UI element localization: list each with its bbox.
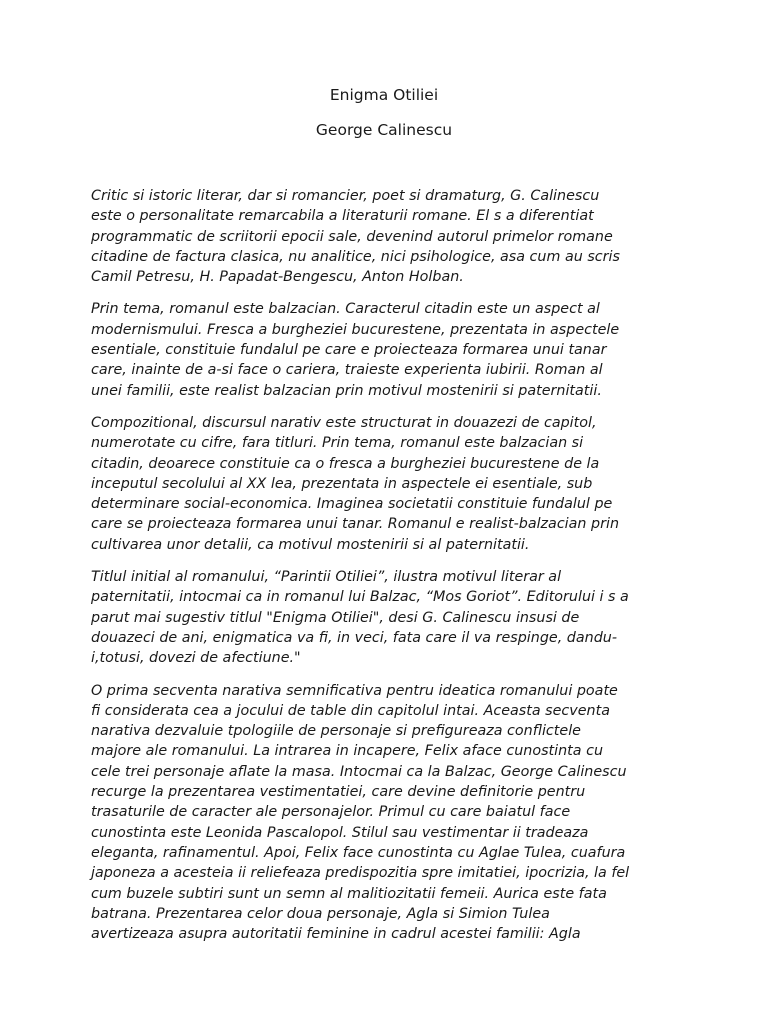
document-title: Enigma Otiliei [329,86,439,104]
paragraph-line: japoneza a acesteia ii reliefeaza predispozitia spre imitatiei, ipocrizia, la fel [91,865,630,882]
paragraph-line: cele trei personaje aflate la masa. Intocmai ca la Balzac, George Calinescu [91,763,627,780]
paragraph-line: programmatic de scriitorii epocii sale, devenind autorul primelor romane [91,228,613,245]
paragraph-line: cum buzele subtiri sunt un semn al malitiozitatii femeii. Aurica este fata [91,885,607,902]
paragraph-line: esentiale, constituie fundalul pe care e proiecteaza formarea unui tanar [91,342,607,359]
paragraph-line: Titlul initial al romanului, “Parintii Otiliei”, ilustra motivul literar al [91,569,562,586]
body-paragraph [91,681,691,945]
paragraph-line: care, inainte de a-si face o cariera, traieste experienta iubirii. Roman al [91,362,603,379]
body-paragraph [91,413,691,555]
paragraph-line: Compozitional, discursul narativ este structurat in douazezi de capitol, [91,414,597,431]
paragraph-line: Critic si istoric literar, dar si romancier, poet si dramaturg, G. Calinescu [91,188,600,204]
paragraph-line: batrana. Prezentarea celor doua personaje, Agla si Simion Tulea [91,905,550,922]
paragraph-line: modernismului. Fresca a burgheziei bucurestene, prezentata in aspectele [91,321,620,338]
paragraph-line: cunostinta este Leonida Pascalopol. Stilul sau vestimentar ii tradeaza [91,824,589,841]
body-paragraph [91,567,691,668]
paragraph-line: i,totusi, dovezi de afectiune." [91,650,301,667]
document-author: George Calinescu [315,121,453,139]
document-body [91,186,691,956]
paragraph-line: avertizeaza asupra autoritatii feminine in cadrul acestei familii: Agla [91,926,581,943]
paragraph-line: Prin tema, romanul este balzacian. Caracterul citadin este un aspect al [91,301,600,318]
paragraph-line: fi considerata cea a jocului de table din capitolul intai. Aceasta secventa [91,702,610,719]
paragraph-line: eleganta, rafinamentul. Apoi, Felix face cunostinta cu Aglae Tulea, cuafura [91,844,626,861]
paragraph-line: citadin, deoarece constituie ca o fresca a burgheziei bucurestene de la [91,455,600,472]
paragraph-line: citadine de factura clasica, nu analitice, nici psihologice, asa cum au scris [91,248,620,265]
paragraph-line: Camil Petresu, H. Papadat-Bengescu, Anton Holban. [91,269,464,286]
body-paragraph [91,186,691,287]
paragraph-line: cultivarea unor detalii, ca motivul mostenirii si al paternitatii. [91,536,530,553]
paragraph-line: este o personalitate remarcabila a literaturii romane. El s a diferentiat [91,208,594,225]
paragraph-line: recurge la prezentarea vestimentatiei, care devine definitorie pentru [91,784,586,801]
paragraph-line: numerotate cu cifre, fara titluri. Prin tema, romanul este balzacian si [91,435,584,452]
paragraph-line: unei familii, este realist balzacian prin motivul mostenirii si paternitatii. [91,382,602,399]
body-paragraph [91,299,691,400]
paragraph-line: trasaturile de caracter ale personajelor. Primul cu care baiatul face [91,804,571,821]
paragraph-line: O prima secventa narativa semnificativa pentru ideatica romanului poate [91,682,618,699]
paragraph-line: majore ale romanului. La intrarea in incapere, Felix aface cunostinta cu [91,743,604,760]
paragraph-line: paternitatii, intocmai ca in romanul lui Balzac, “Mos Goriot”. Editorului i s a [91,589,629,606]
paragraph-line: inceputul secolului al XX lea, prezentata in aspectele ei esentiale, sub [91,475,593,492]
paragraph-line: care se proiecteaza formarea unui tanar. Romanul e realist-balzacian prin [91,516,620,533]
paragraph-line: determinare social-economica. Imaginea societatii constituie fundalul pe [91,496,613,513]
paragraph-line: parut mai sugestiv titlul "Enigma Otiliei", desi G. Calinescu insusi de [91,609,580,626]
paragraph-line: douazeci de ani, enigmatica va fi, in veci, fata care il va respinge, dandu- [91,629,617,646]
paragraph-line: narativa dezvaluie tpologiile de personaje si prefigureaza conflictele [91,723,581,740]
